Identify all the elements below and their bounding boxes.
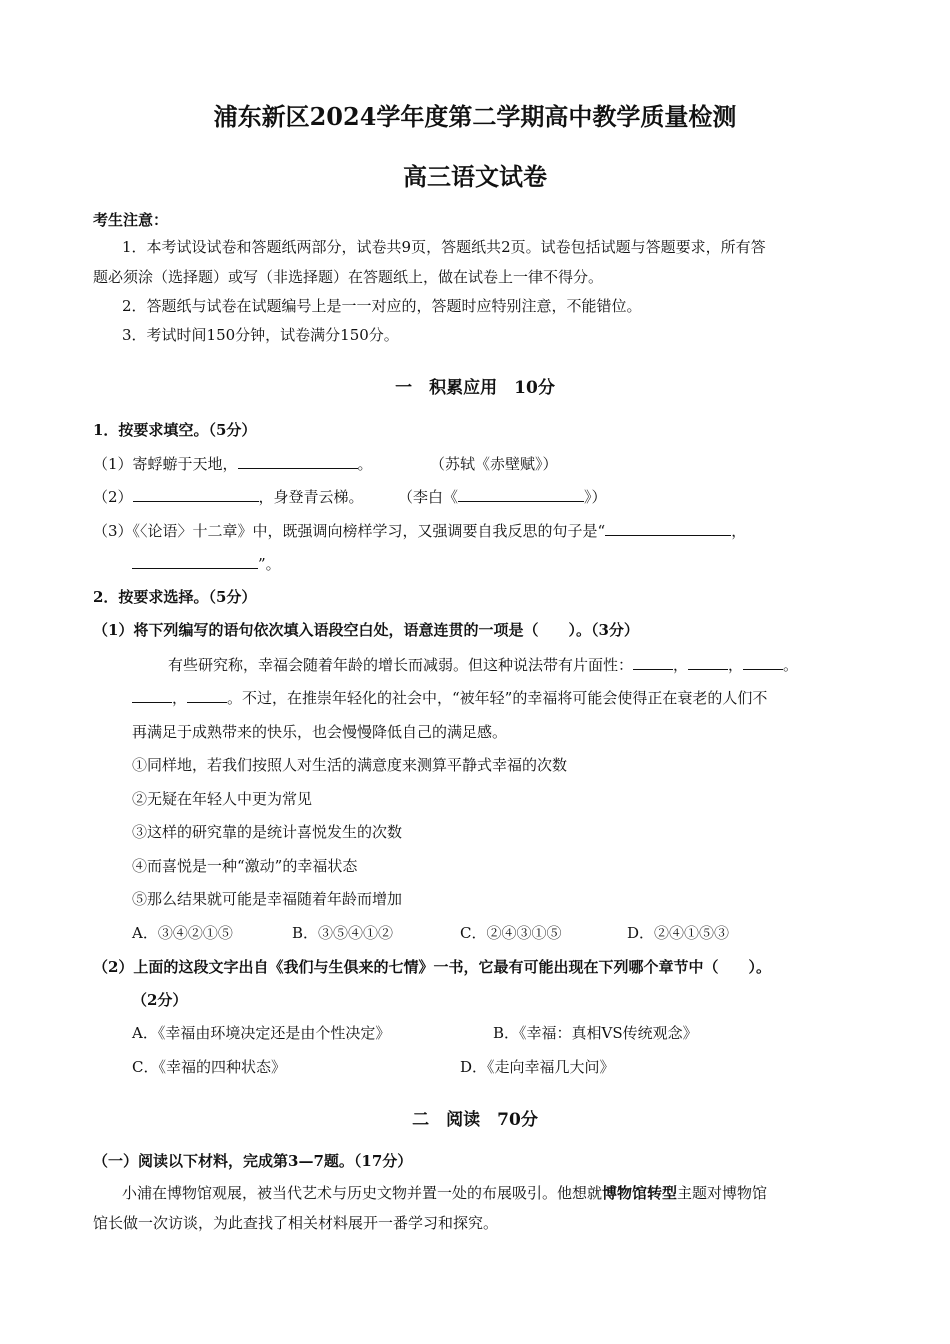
q1-part-2 [93, 487, 364, 507]
answer-blank[interactable] [605, 521, 731, 536]
q2-sub-2: （2）上面的这段文字出自《我们与生俱来的七情》一书，它最有可能出现在下列哪个章节中（ ）。 [93, 958, 771, 976]
sentence-item: ③这样的研究靠的是统计喜悦发生的次数 [132, 823, 403, 841]
option-d[interactable]: D．《走向幸福几大问》 [460, 1058, 615, 1076]
notice-item-1: 1．本考试设试卷和答题纸两部分，试卷共9页，答题纸共2页。试卷包括试题与答题要求，所有答 [122, 238, 766, 256]
option-b[interactable]: B．③⑤④①② [292, 924, 394, 942]
sentence-item: ①同样地，若我们按照人对生活的满意度来测算平静式幸福的次数 [132, 756, 568, 774]
option-a[interactable]: A．《幸福由环境决定还是由个性决定》 [132, 1024, 391, 1042]
sep: ， [673, 656, 689, 674]
q1-part-1-end: 。 [357, 455, 373, 473]
answer-blank[interactable] [633, 655, 673, 670]
q1-part-3-cont [132, 554, 281, 574]
option-c[interactable]: C．②④③①⑤ [460, 924, 562, 942]
q1-part-3-text: （3）《〈论语〉十二章》中，既强调向榜样学习，又强调要自我反思的句子是“ [93, 522, 606, 540]
exam-title: 浦东新区2024学年度第二学期高中教学质量检测 [213, 102, 737, 131]
passage-text: 。不过，在推崇年轻化的社会中，“被年轻”的幸福将可能会使得正在衰老的人们不 [227, 689, 768, 707]
q1-part-1-source: （苏轼《赤壁赋》） [430, 455, 558, 473]
sentence-item: ②无疑在年轻人中更为常见 [132, 790, 313, 808]
q1-stem: 1．按要求填空。（5分） [93, 421, 257, 439]
sep: ， [728, 656, 744, 674]
sentence-item: ④而喜悦是一种“激动”的幸福状态 [132, 857, 358, 875]
answer-blank[interactable] [132, 688, 172, 703]
passage-line-3: 再满足于成熟带来的快乐，也会慢慢降低自己的满足感。 [132, 723, 508, 741]
section-2-title: 二 阅读 70分 [412, 1110, 538, 1130]
q1-part-1 [93, 454, 373, 474]
answer-blank[interactable] [133, 487, 259, 502]
option-c[interactable]: C．《幸福的四种状态》 [132, 1058, 286, 1076]
answer-blank[interactable] [743, 655, 783, 670]
reading-part-1-head: （一）阅读以下材料，完成第3—7题。（17分） [93, 1152, 413, 1170]
q2-sub-2-score: （2分） [132, 991, 188, 1009]
option-a[interactable]: A．③④②①⑤ [132, 924, 233, 942]
option-d[interactable]: D．②④①⑤③ [627, 924, 730, 942]
q2-stem: 2．按要求选择。（5分） [93, 588, 257, 606]
paragraph-text: 小浦在博物馆观展，被当代艺术与历史文物并置一处的布展吸引。他想就 [122, 1184, 603, 1202]
sentence-item: ⑤那么结果就可能是幸福随着年龄而增加 [132, 890, 403, 908]
q1-part-2-source [398, 487, 607, 507]
paragraph-emphasis: 博物馆转型 [602, 1184, 678, 1202]
q1-part-3-end: ”。 [258, 555, 281, 573]
q1-part-3 [93, 521, 746, 541]
exam-subtitle: 高三语文试卷 [403, 162, 547, 191]
passage-line-2 [132, 688, 767, 708]
paragraph-text: 主题对博物馆 [677, 1184, 768, 1202]
answer-blank[interactable] [458, 487, 584, 502]
notice-item-1-cont: 题必须涂（选择题）或写（非选择题）在答题纸上，做在试卷上一律不得分。 [93, 268, 604, 286]
q1-part-2-text: ，身登青云梯。 [258, 488, 364, 506]
end: 。 [783, 656, 799, 674]
notice-item-2: 2．答题纸与试卷在试题编号上是一一对应的，答题时应特别注意，不能错位。 [122, 297, 642, 315]
q1-part-2-source-pre: （李白《 [398, 488, 459, 506]
answer-blank[interactable] [688, 655, 728, 670]
reading-paragraph-cont: 馆长做一次访谈，为此查找了相关材料展开一番学习和探究。 [93, 1214, 499, 1232]
sep: ， [172, 689, 188, 707]
q2-sub-1: （1）将下列编写的语句依次填入语段空白处，语意连贯的一项是（ ）。（3分） [93, 621, 639, 639]
option-b[interactable]: B．《幸福：真相VS传统观念》 [493, 1024, 698, 1042]
q1-part-3-comma: ， [731, 522, 747, 540]
reading-paragraph [122, 1183, 767, 1203]
answer-blank[interactable] [238, 454, 358, 469]
answer-blank[interactable] [132, 554, 258, 569]
notice-item-3: 3．考试时间150分钟，试卷满分150分。 [122, 326, 399, 344]
section-1-title: 一 积累应用 10分 [395, 378, 555, 398]
notice-heading: 考生注意： [93, 211, 169, 229]
q1-part-2-source-post: 》） [584, 488, 607, 506]
q1-part-2-num: （2） [93, 488, 133, 506]
answer-blank[interactable] [187, 688, 227, 703]
passage-line-1 [168, 655, 798, 675]
q1-part-1-text: （1）寄蜉蝣于天地， [93, 455, 238, 473]
passage-text: 有些研究称，幸福会随着年龄的增长而减弱。但这种说法带有片面性： [168, 656, 634, 674]
